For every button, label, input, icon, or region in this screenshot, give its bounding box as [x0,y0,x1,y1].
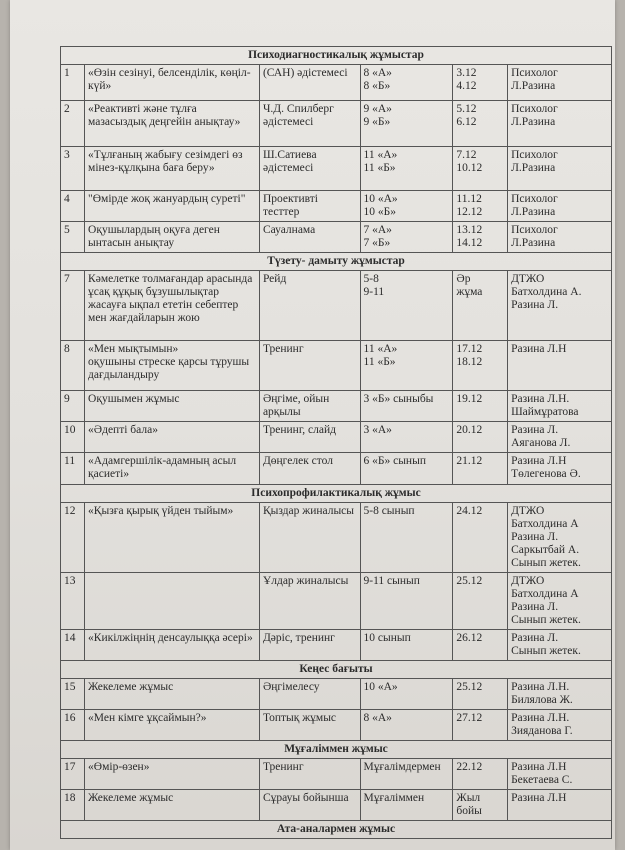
row-date: 5.12 6.12 [453,101,508,147]
table-row [61,391,612,422]
row-method: Рейд [259,271,360,341]
table-row [61,341,612,391]
row-class: 8 «А» 8 «Б» [360,65,453,101]
row-number: 14 [61,630,85,661]
table-row [61,759,612,790]
row-topic: «Мен мықтымын» оқушыны стреске қарсы тұрушы дағдыландыру [85,341,260,391]
row-number: 8 [61,341,85,391]
row-responsible: Психолог Л.Разина [508,222,612,253]
section-title: Психодиагностикалық жұмыстар [61,47,612,65]
row-date: 17.12 18.12 [453,341,508,391]
row-topic: «Мен кімге ұқсаймын?» [85,710,260,741]
table-row [61,503,612,573]
document-page [10,0,615,850]
table-row [61,147,612,191]
row-number: 5 [61,222,85,253]
row-method: Тренинг [259,341,360,391]
row-topic: Оқушымен жұмыс [85,391,260,422]
row-class: Мұғаліммен [360,790,453,821]
row-responsible: ДТЖО Батхолдина А Разина Л. Саркытбай А. Сынып жетек. [508,503,612,573]
row-class: 9 «А» 9 «Б» [360,101,453,147]
row-topic [85,573,260,630]
section-header-row [61,821,612,839]
row-topic: «Кикілжіңнің денсаулыққа әсері» [85,630,260,661]
row-topic: «Қызға қырық үйден тыйым» [85,503,260,573]
row-date: 19.12 [453,391,508,422]
row-topic: «Өмір-өзен» [85,759,260,790]
table-row [61,573,612,630]
row-responsible: Разина Л.Н. Билялова Ж. [508,679,612,710]
table-row [61,271,612,341]
table-row [61,65,612,101]
row-method: Әңгіме, ойын арқылы [259,391,360,422]
row-responsible: Разина Л.Н Төлегенова Ә. [508,453,612,485]
table-row [61,679,612,710]
section-header-row [61,47,612,65]
row-responsible: Психолог Л.Разина [508,65,612,101]
row-topic: Жекелеме жұмыс [85,790,260,821]
row-method: Топтық жұмыс [259,710,360,741]
row-number: 18 [61,790,85,821]
row-date: 22.12 [453,759,508,790]
row-responsible: Разина Л. Аяганова Л. [508,422,612,453]
row-class: 9-11 сынып [360,573,453,630]
row-topic: «Өзін сезінуі, белсенділік, көңіл-күй» [85,65,260,101]
row-method: Ч.Д. Спилберг әдістемесі [259,101,360,147]
row-topic: Жекелеме жұмыс [85,679,260,710]
row-date: 20.12 [453,422,508,453]
row-date: 25.12 [453,573,508,630]
row-class: 11 «А» 11 «Б» [360,341,453,391]
section-title: Кеңес бағыты [61,661,612,679]
row-class: 5-8 сынып [360,503,453,573]
row-topic: Оқушылардың оқуға деген ынтасын анықтау [85,222,260,253]
row-method: Қыздар жиналысы [259,503,360,573]
row-class: 11 «А» 11 «Б» [360,147,453,191]
row-responsible: Разина Л.Н [508,341,612,391]
row-number: 2 [61,101,85,147]
row-class: 10 сынып [360,630,453,661]
section-title: Ата-аналармен жұмыс [61,821,612,839]
row-class: 6 «Б» сынып [360,453,453,485]
row-method: Дөңгелек стол [259,453,360,485]
row-responsible: Разина Л.Н [508,790,612,821]
row-date: 7.12 10.12 [453,147,508,191]
row-class: 10 «А» 10 «Б» [360,191,453,222]
row-class: 3 «А» [360,422,453,453]
row-responsible: Разина Л.Н Бекетаева С. [508,759,612,790]
section-header-row [61,485,612,503]
row-responsible: ДТЖО Батхолдина А Разина Л. Сынып жетек. [508,573,612,630]
row-number: 12 [61,503,85,573]
section-header-row [61,661,612,679]
row-number: 9 [61,391,85,422]
row-date: 3.12 4.12 [453,65,508,101]
row-date: 24.12 [453,503,508,573]
row-number: 4 [61,191,85,222]
row-date: 26.12 [453,630,508,661]
row-responsible: Разина Л. Сынып жетек. [508,630,612,661]
row-number: 7 [61,271,85,341]
row-date: Жыл бойы [453,790,508,821]
row-method: Ш.Сатиева әдістемесі [259,147,360,191]
section-header-row [61,253,612,271]
row-date: 25.12 [453,679,508,710]
work-plan-table [60,46,612,839]
section-title: Мұғаліммен жұмыс [61,741,612,759]
table-row [61,710,612,741]
table-row [61,222,612,253]
row-responsible: Разина Л.Н. Зияданова Г. [508,710,612,741]
row-class: 8 «А» [360,710,453,741]
row-method: Ұлдар жиналысы [259,573,360,630]
row-number: 10 [61,422,85,453]
row-number: 11 [61,453,85,485]
row-method: (САН) әдістемесі [259,65,360,101]
row-method: Проективті тесттер [259,191,360,222]
row-method: Дәріс, тренинг [259,630,360,661]
table-row [61,101,612,147]
row-topic: "Өмірде жоқ жануардың суреті" [85,191,260,222]
row-topic: «Адамгершілік-адамның асыл қасиеті» [85,453,260,485]
table-row [61,790,612,821]
row-class: Мұғалімдермен [360,759,453,790]
row-responsible: Психолог Л.Разина [508,191,612,222]
row-method: Сұрауы бойынша [259,790,360,821]
row-method: Тренинг, слайд [259,422,360,453]
row-topic: Кәмелетке толмағандар арасында ұсақ құқық бұзушылықтар жасауға ықпал ететін себептер мен жағдайларын жою [85,271,260,341]
row-responsible: Разина Л.Н. Шаймұратова [508,391,612,422]
row-number: 17 [61,759,85,790]
row-number: 16 [61,710,85,741]
row-number: 13 [61,573,85,630]
row-date: 27.12 [453,710,508,741]
row-class: 7 «А» 7 «Б» [360,222,453,253]
row-number: 15 [61,679,85,710]
row-date: 21.12 [453,453,508,485]
row-topic: «Реактивті және тұлға мазасыздық деңгейін анықтау» [85,101,260,147]
row-responsible: Психолог Л.Разина [508,101,612,147]
row-number: 3 [61,147,85,191]
row-date: Әр жұма [453,271,508,341]
row-date: 11.12 12.12 [453,191,508,222]
row-class: 5-8 9-11 [360,271,453,341]
row-method: Тренинг [259,759,360,790]
row-responsible: Психолог Л.Разина [508,147,612,191]
row-class: 3 «Б» сыныбы [360,391,453,422]
row-class: 10 «А» [360,679,453,710]
section-title: Түзету- дамыту жұмыстар [61,253,612,271]
row-number: 1 [61,65,85,101]
section-header-row [61,741,612,759]
row-responsible: ДТЖО Батхолдина А. Разина Л. [508,271,612,341]
table-row [61,191,612,222]
row-topic: «Тұлғаның жабығу сезімдегі өз мінез-құлқына баға беру» [85,147,260,191]
table-row [61,422,612,453]
table-row [61,453,612,485]
table-row [61,630,612,661]
row-date: 13.12 14.12 [453,222,508,253]
section-title: Психопрофилактикалық жұмыс [61,485,612,503]
row-method: Сауалнама [259,222,360,253]
row-topic: «Әдепті бала» [85,422,260,453]
row-method: Әңгімелесу [259,679,360,710]
